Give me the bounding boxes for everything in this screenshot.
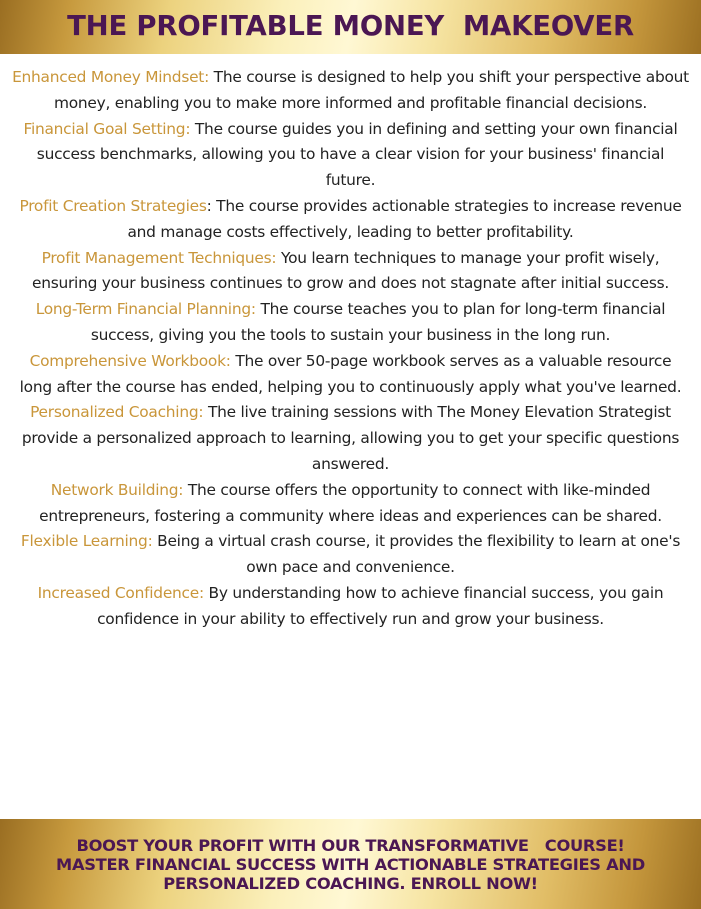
page-title: THE PROFITABLE MONEY MAKEOVER xyxy=(67,10,634,43)
benefit-text: The course offers the opportunity to connect with like-minded entrepreneurs, fostering a community where ideas and experiences can be shared. xyxy=(39,480,662,525)
list-item xyxy=(12,349,689,401)
benefit-label: Increased Confidence: xyxy=(37,583,204,602)
list-item xyxy=(12,117,689,194)
benefit-text: The over 50-page workbook serves as a valuable resource long after the course has ended, helping you to continuously apply what you've learned. xyxy=(19,351,682,396)
benefit-text: You learn techniques to manage your profit wisely, ensuring your business continues to grow and does not stagnate after initial success. xyxy=(31,248,670,293)
list-item xyxy=(12,246,689,298)
benefit-text: The course is designed to help you shift your perspective about money, enabling you to make more informed and profitable financial decisions. xyxy=(53,68,689,112)
list-item xyxy=(12,478,689,530)
benefits-list xyxy=(12,65,689,633)
benefit-text: The course guides you in defining and setting your own financial success benchmarks, allowing you to have a clear vision for your business' financial future. xyxy=(36,119,678,190)
benefit-label: Enhanced Money Mindset: xyxy=(12,68,210,86)
benefit-label: Network Building: xyxy=(50,480,184,499)
benefit-text: The course teaches you to plan for long-term financial success, giving you the tools to sustain your business in the long run. xyxy=(90,300,666,344)
benefit-label: Personalized Coaching: xyxy=(30,403,204,422)
header-banner xyxy=(0,0,701,54)
list-item xyxy=(12,529,689,581)
benefit-text: : The course provides actionable strategies to increase revenue and manage costs effectively, leading to better profitability. xyxy=(127,196,682,241)
footer-banner xyxy=(0,819,701,909)
benefit-text: The live training sessions with The Money Elevation Strategist provide a personalized approach to learning, allowing you to get your specific questions answered. xyxy=(21,403,680,473)
cta-line-2: MASTER FINANCIAL SUCCESS WITH ACTIONABLE STRATEGIES AND xyxy=(56,854,645,874)
list-item xyxy=(12,581,689,633)
benefit-label: Long-Term Financial Planning: xyxy=(35,300,256,319)
benefit-label: Comprehensive Workbook: xyxy=(29,351,231,370)
benefit-label: Profit Management Techniques: xyxy=(41,248,277,267)
benefit-label: Financial Goal Setting: xyxy=(23,119,191,138)
benefit-label: Flexible Learning: xyxy=(20,532,153,551)
cta-line-3: PERSONALIZED COACHING. ENROLL NOW! xyxy=(163,873,538,893)
list-item xyxy=(12,400,689,477)
benefit-text: Being a virtual crash course, it provides the flexibility to learn at one's own pace and convenience. xyxy=(152,532,681,577)
list-item xyxy=(12,65,689,117)
list-item xyxy=(12,194,689,246)
benefit-label: Profit Creation Strategies xyxy=(19,196,207,215)
cta-line-1: BOOST YOUR PROFIT WITH OUR TRANSFORMATIVE COURSE! xyxy=(76,835,625,855)
list-item xyxy=(12,297,689,349)
benefit-text: By understanding how to achieve financial success, you gain confidence in your ability to effectively run and grow your business. xyxy=(97,583,664,628)
